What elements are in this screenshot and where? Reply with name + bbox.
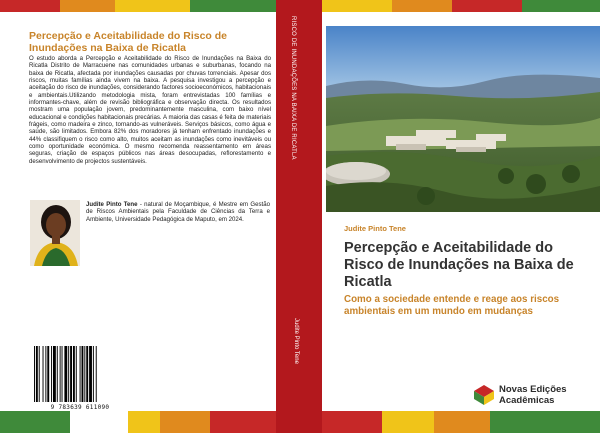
landscape-photo (326, 26, 600, 212)
bottom-stripe-front-red (322, 411, 382, 433)
landscape-image (326, 26, 600, 212)
author-bio (86, 201, 270, 223)
bottom-stripe-front-green (490, 411, 600, 433)
bottom-stripe-front-yellow (382, 411, 434, 433)
bottom-stripe-back-green (0, 411, 70, 433)
author-photo (30, 200, 80, 266)
book-spine (276, 0, 322, 433)
bottom-stripe-back-yellow (128, 411, 160, 433)
barcode-icon (32, 346, 128, 404)
back-cover-summary: O estudo aborda a Percepção e Aceitabilidade do Risco de Inundações na Baixa do Ricatla Distrito de Marracuene nas comunidades urbanas e suburbanas, focando na baixa de Ricatla, afectada por inundações causadas por chuvas torrenciais. Apesar dos riscos, muitas famílias ainda vivem na baixa. A pesquisa investigou a percepção e aceitação do risco de inundações, considerando factores socioeconómicos, habitacionais e ambientais.Utilizando metodologia mista, foram entrevistadas 100 famílias e informantes-chave, além de revisão bibliográfica e observação directa. Os resultados mostram uma população jovem, predominantemente masculina, com baixo nível educacional e condições habitacionais precárias. A maioria das casas é feita de materiais frágeis, como madeira e zinco, tornando-as vulneráveis. Serviços básicos, como água e saúde, são limitados. Embora 82% dos moradores já tenham enfrentado inundações e 44% classifiquem o risco como alto, muitos aceitam as inundações como inevitáveis ou como oportunidade económica. O mesmo recomenda reassentamento em áreas seguras, criação de espaços públicos nas áreas desocupadas, reflorestamento e desenvolvimento de projectos sustentáveis. (29, 55, 271, 165)
front-title: Percepção e Aceitabilidade do Risco de Inundações na Baixa de Ricatla (344, 240, 574, 290)
back-cover (0, 0, 276, 433)
bottom-stripe-front-orange (434, 411, 490, 433)
bottom-stripe-back-red (210, 411, 276, 433)
author-bio-text: - natural de Moçambique, é Mestre em Gestão de Riscos Ambientais pela Faculdade de Ciências da Terra e Ambiente, Universidade Pedagógica de Maputo, em 2024. (86, 201, 270, 223)
front-author: Judite Pinto Tene (344, 224, 406, 233)
publisher-name-line2: Acadêmicas (499, 394, 555, 406)
author-bio-name: Judite Pinto Tene (86, 201, 138, 208)
barcode (32, 346, 128, 404)
front-cover (322, 0, 600, 433)
author-portrait-image (30, 200, 80, 266)
publisher-name (499, 385, 567, 406)
back-cover-title: Percepção e Aceitabilidade do Risco de Inundações na Baixa de Ricatla (29, 30, 228, 54)
novas-edicoes-logo-icon (472, 383, 496, 407)
bottom-stripe-back-orange (160, 411, 210, 433)
isbn-number: 9 783639 611090 (50, 404, 110, 411)
spine-title: RISCO DE INUNDAÇÕES NA BAIXA DE RICATLA (290, 16, 296, 160)
publisher-name-line1: Novas Edições (499, 384, 567, 395)
spine-author: Judite Pinto Tene (293, 318, 299, 364)
front-subtitle: Como a sociedade entende e reage aos riscos ambientais em um mundo em mudanças (344, 294, 560, 317)
